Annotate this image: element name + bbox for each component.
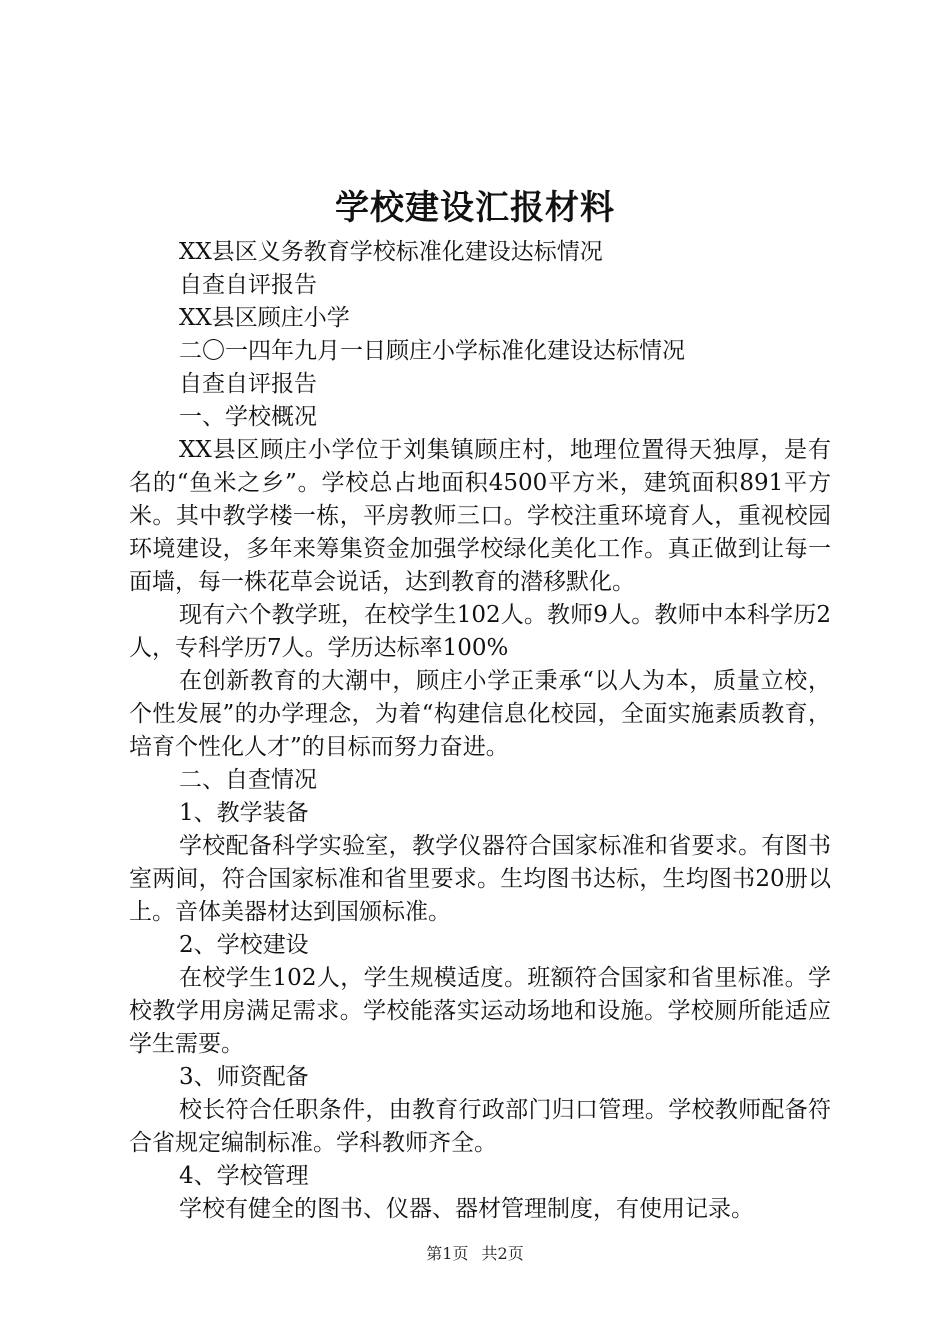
subsection-heading: 4、学校管理	[179, 1163, 309, 1189]
section-heading: 二、自查情况	[179, 767, 317, 793]
subsection-heading: 1、教学装备	[179, 800, 309, 826]
paragraph-construction: 在校学生102人，学生规模适度。班额符合国家和省里标准。学校教学用房满足需求。学校能落实运动场地和设施。学校厕所能适应学生需要。	[129, 965, 831, 1057]
subsection-heading: 3、师资配备	[179, 1064, 309, 1090]
document-title: 学校建设汇报材料	[335, 188, 615, 228]
subsection-heading: 2、学校建设	[179, 932, 309, 958]
page-footer	[0, 1242, 950, 1266]
document-body	[129, 236, 831, 1226]
heading-line: 二〇一四年九月一日顾庄小学标准化建设达标情况	[179, 338, 685, 364]
heading-line: XX县区顾庄小学	[179, 305, 350, 331]
page-total: 共2页	[481, 1244, 524, 1263]
paragraph-philosophy: 在创新教育的大潮中，顾庄小学正秉承“以人为本，质量立校，个性发展”的办学理念，为着“构建信息化校园，全面实施素质教育，培育个性化人才”的目标而努力奋进。	[129, 668, 831, 760]
paragraph-overview: XX县区顾庄小学位于刘集镇顾庄村，地理位置得天独厚，是有名的“鱼米之乡”。学校总占地面积4500平方米，建筑面积891平方米。其中教学楼一栋，平房教师三口。学校注重环境育人，重视校园环境建设，多年来筹集资金加强学校绿化美化工作。真正做到让每一面墙，每一株花草会说话，达到教育的潜移默化。	[129, 437, 831, 595]
paragraph-equipment: 学校配备科学实验室，教学仪器符合国家标准和省要求。有图书室两间，符合国家标准和省里要求。生均图书达标，生均图书20册以上。音体美器材达到国颁标准。	[129, 833, 831, 925]
heading-line: 自查自评报告	[179, 371, 317, 397]
section-heading: 一、学校概况	[179, 404, 317, 430]
paragraph-teachers: 校长符合任职条件，由教育行政部门归口管理。学校教师配备符合省规定编制标准。学科教师齐全。	[129, 1097, 831, 1156]
page-number: 第1页	[426, 1244, 469, 1263]
heading-line: 自查自评报告	[179, 272, 317, 298]
paragraph-management: 学校有健全的图书、仪器、器材管理制度，有使用记录。	[179, 1196, 754, 1222]
heading-line: XX县区义务教育学校标准化建设达标情况	[179, 239, 603, 265]
paragraph-staff: 现有六个教学班，在校学生102人。教师9人。教师中本科学历2人，专科学历7人。学历达标率100%	[129, 602, 831, 661]
